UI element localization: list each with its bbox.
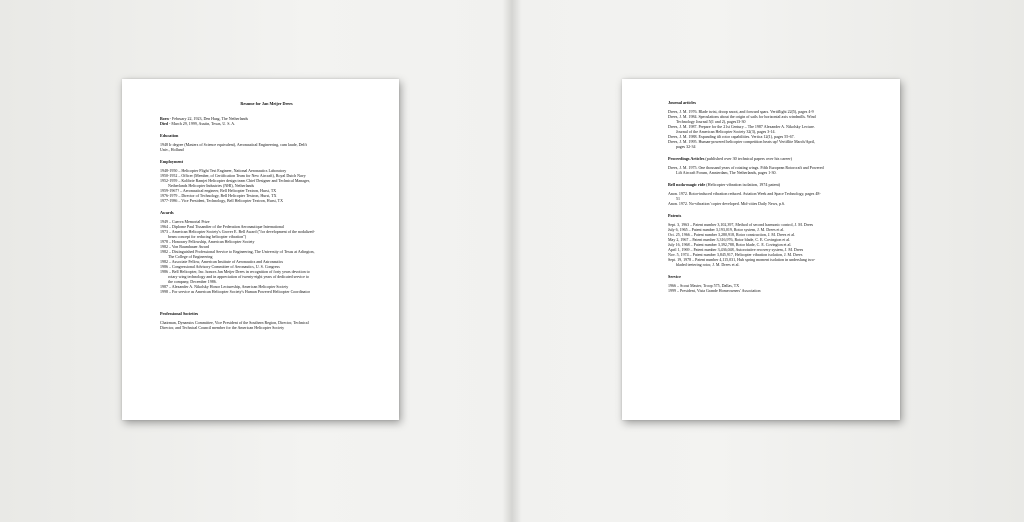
died-text: - March 29, 1999, Austin, Texas, U. S. A. [168,121,236,126]
education-heading: Education [160,133,179,138]
journal-line: Drees, J. M. 1984. Speculations about the origin of sails for horizontal axis windmills. Wind [668,114,816,119]
document-title: Resume for Jan Meijer Drees [240,101,293,106]
bell-heading: Bell noda-magic ride [668,182,706,187]
patent-line: Nov. 5, 1974 – Patent number 3,845,917, Helicopter vibration isolation, J. M. Drees [668,252,803,257]
journal-line: Drees, J. M. 1987. Prepare for the 21st Century – The 1987 Alexander A. Nikolsky Lecture. [668,124,815,129]
bell-line: Anon. 1972. No-vibration 'copter developed. Mid-cities Daily News, p.6. [668,201,786,206]
bell-note: (Helicopter vibration isolation, 1974 patent) [705,182,781,187]
bell-line: Anon. 1972. Rotor-induced vibration reduced. Aviation Week and Space Technology, pages 48- [668,191,821,196]
award-line: 1998 – For service as American Helicopter Society's Human Powered Helicopter Coordinator [160,289,310,294]
resume-page [122,79,399,420]
societies-heading: Professional Societies [160,311,199,316]
bell-heading-line [668,182,876,187]
born-text: - February 22, 1923, Den Haag, The Netherlands [168,116,249,121]
societies-line: Director, and Technical Council member for the American Helicopter Society [160,325,285,330]
award-line: The College of Engineering [168,254,213,259]
died-label: Died [160,121,168,126]
patent-line: Oct. 25, 1966 – Patent number 3,280,918, Rotor construction, J. M. Drees et al. [668,232,796,237]
patent-line: May 2, 1967 – Patent number 3,316,976, Rotor blade, C. E. Covington et al. [668,237,791,242]
employment-line: 1952-1959 – Kolibrie Ramjet Helicopter design team Chief Designer and Technical Manager, [160,178,310,183]
journal-line: Technology Journal 5(1 and 2), pages13-30 [676,119,746,124]
proceedings-heading-line [668,156,876,161]
employment-line: 1948-1950 – Helicopter Flight Test Engineer, National Aeronautics Laboratory [160,168,287,173]
award-line: 1982 – Von Baumhauer Award [160,244,210,249]
service-heading: Service [668,274,682,279]
patents-heading: Patents [668,213,682,218]
patent-line: bladed teetering rotor, J. M. Drees et al. [676,262,740,267]
award-line: 1986 – Bell Helicopter, Inc. honors Jan Meijer Drees in recognition of forty years devotion to [160,269,310,274]
service-line: 1966 – Scout Master, Troop 575, Dallas, TX [668,283,740,288]
bell-line: 51 [676,196,680,201]
patent-line: Sept. 19, 1978 – Patent number 4,115,031, Hub spring moment isolation in underslung two- [668,257,816,262]
resume-page-continued [622,79,900,420]
employment-line: 1959-1967? – Aeronautical engineer, Bell Helicopter Textron, Hurst, TX [160,188,277,193]
born-label: Born [160,116,169,121]
award-line: 1987 – Alexander A. Nikolsky Honor Lectureship, American Helicopter Society [160,284,289,289]
patent-line: April 1, 1969 – Patent number 3,436,048, Autorotative recovery system, J. M. Drees [668,247,804,252]
award-line: rotary wing technology and in appreciation of twenty-eight years of dedicated service to [168,274,310,279]
employment-line: 1950-1952 – Officer (Member, of Certification Team for New Aircraft), Royal Dutch Navy [160,173,306,178]
patent-line: July 16, 1968 – Patent number 3,392,788, Rotor blade, C. E. Covington et al. [668,242,792,247]
award-line: 1982 – Associate Fellow, American Institute of Aeronautics and Astronautics [160,259,284,264]
award-line: 1964 – Diplome Paul Tissandier of the Federation Aeronautique International [160,224,284,229]
journal-line: Drees, J. M. 1995. Human-powered helicopter competition heats up! Vertiflite March/April, [668,139,816,144]
employment-line: 1977-1986 – Vice President, Technology, Bell Helicopter Textron, Hurst, TX [160,198,283,203]
patent-line: Sept. 3, 1963 – Patent number 3,102,397, Method of second harmonic control, J. M. Drees [668,222,814,227]
journal-line: Drees, J. M. 1988. Expanding tilt rotor capabilities. Vertica 12(1), pages 55-67. [668,134,795,139]
award-line: beam concept for reducing helicopter vibration") [168,234,247,239]
employment-line: Netherlands Helicopter Industries (NHI), Netherlands [168,183,255,188]
proceedings-line: Drees, J. M. 1975. One thousand years of rotating wings. Fifth European Rotorcraft and Powered [668,165,824,170]
award-line: 1949 – Cuerva Memorial Prize [160,219,210,224]
journal-line: pages 32-34 [676,144,696,149]
education-line: 1948 Ir degree (Masters of Science equivalent), Aeronautical Engineering, cum laude, Delft [160,142,307,147]
proceedings-line: Lift Aircraft Forum, Amsterdam, The Netherlands, pages 1-30. [676,170,777,175]
employment-line: 1976-1979 – Director of Technology, Bell Helicopter Textron, Hurst, TX [160,193,277,198]
award-line: 1982 – Distinguished Professional Service to Engineering, The University of Texas at Arlington, [160,249,315,254]
service-line: 1999 – President, Vista Grande Homeowners' Association [668,288,761,293]
journal-line: Drees, J. M. 1976. Blade twist, droop snoot, and forward spars. Vertiflight 22(5), pages 4-9 [668,109,814,114]
patent-line: July 6, 1965 – Patent number 3,193,019, Rotor system, J. M. Drees et al. [668,227,785,232]
award-line: 1986 – Congressional Advisory Committee of Aeronautics, U. S. Congress [160,264,280,269]
award-line: 1973 – American Helicopter Society's Grover E. Bell Award ("for development of the nodalized- [160,229,315,234]
societies-line: Chairman, Dynamics Committee, Vice President of the Southern Region, Director, Technical [160,320,309,325]
journal-line: Journal of the American Helicopter Society 32(3), pages 3-14. [676,129,776,134]
book-gutter [503,0,521,522]
awards-heading: Awards [160,210,174,215]
proceedings-note: (published over 30 technical papers over his career) [704,156,792,161]
journal-heading: Journal articles [668,100,697,105]
proceedings-heading: Proceedings Articles [668,156,705,161]
award-line: 1978 – Honorary Fellowship, American Helicopter Society [160,239,255,244]
died-line [160,121,373,126]
award-line: the company, December 1986. [168,279,217,284]
education-line: Univ., Holland [160,147,184,152]
employment-heading: Employment [160,159,184,164]
